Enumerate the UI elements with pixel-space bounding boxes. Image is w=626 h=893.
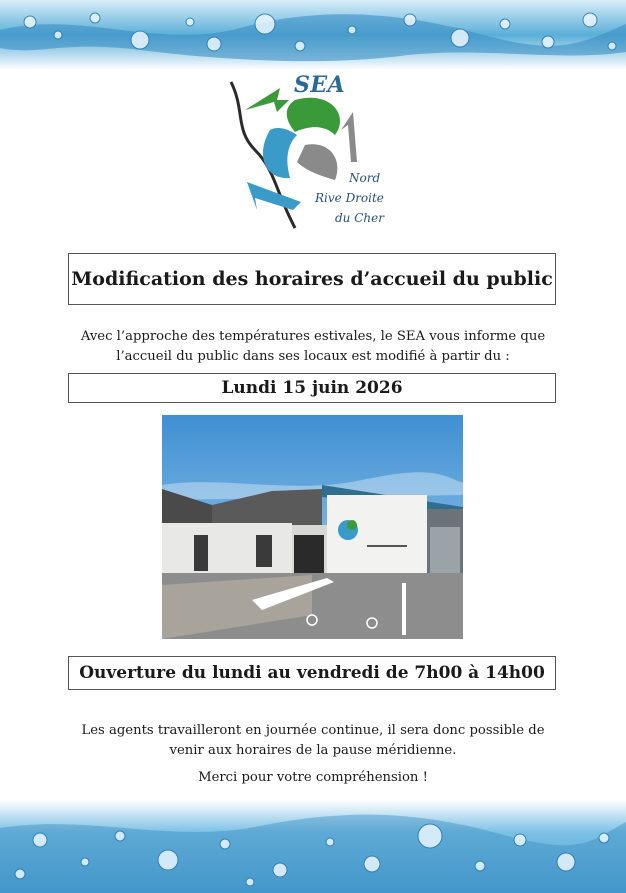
notice-line-2: venir aux horaires de la pause méridienne.: [169, 743, 457, 758]
building-photo: [162, 415, 463, 639]
logo-line-rive-droite: Rive Droite: [315, 191, 384, 205]
notice-line-1: Les agents travailleront en journée continue, il sera donc possible de: [81, 723, 545, 738]
thanks-line: Merci pour votre compréhension !: [198, 770, 428, 785]
water-banner-top: [0, 0, 626, 70]
opening-hours: Ouverture du lundi au vendredi de 7h00 à 14h00: [68, 656, 556, 690]
intro-line-1: Avec l’approche des températures estivales, le SEA vous informe que: [80, 329, 546, 344]
sea-logo: [225, 70, 395, 235]
logo-line-du-cher: du Cher: [335, 211, 384, 225]
intro-paragraph: [40, 327, 586, 367]
logo-line-nord: Nord: [349, 171, 381, 185]
logo-brand: SEA: [294, 72, 346, 98]
intro-line-2: l’accueil du public dans ses locaux est modifié à partir du :: [116, 349, 510, 364]
effective-date: Lundi 15 juin 2026: [68, 373, 556, 403]
page-title: Modification des horaires d’accueil du public: [68, 253, 556, 305]
water-banner-bottom: [0, 800, 626, 893]
notice-paragraph: [40, 721, 586, 761]
